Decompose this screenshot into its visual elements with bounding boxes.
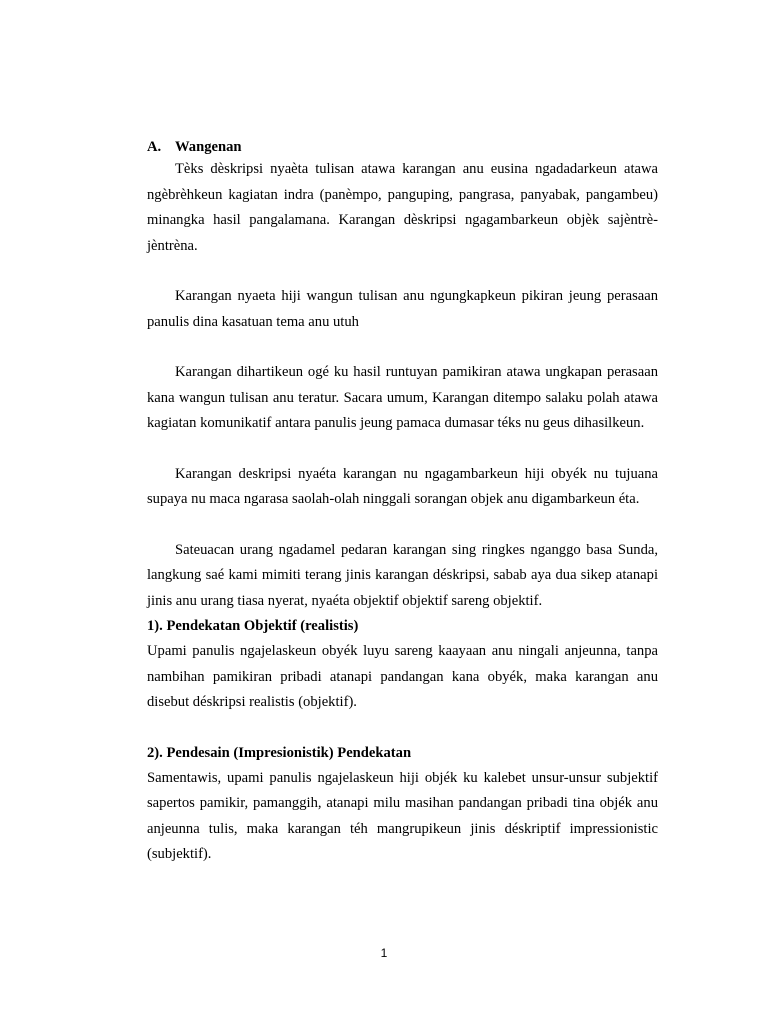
- paragraph-introduction: Sateuacan urang ngadamel pedaran karangan sing ringkes nganggo basa Sunda, langkung saé kami mimiti terang jinis karangan déskripsi, sabab aya dua sikep atanapi jinis anu urang tiasa nyerat, nyaéta objektif objektif sareng objektif.: [147, 541, 658, 609]
- page-number: 1: [380, 946, 388, 960]
- paragraph-karangan-meaning: Karangan dihartikeun ogé ku hasil runtuyan pamikiran atawa ungkapan perasaan kana wangun tulisan anu teratur. Sacara umum, Karangan ditempo salaku polah atawa kagiatan komunikatif antara panulis jeung pamaca dumasar téks nu geus dihasilkeun.: [147, 364, 658, 431]
- document-page: [147, 137, 658, 868]
- paragraph-definition: Tèks dèskripsi nyaèta tulisan atawa karangan anu eusina ngadadarkeun atawa ngèbrèhkeun kagiatan indra (panèmpo, panguping, pangrasa, panyabak, pangambeu) minangka hasil pangalamana. Karangan dèskripsi ngagambarkeun objèk sajèntrè-jèntrèna.: [147, 161, 658, 254]
- section-number: A.: [147, 139, 162, 155]
- subsection-objective-body: Upami panulis ngajelaskeun obyék luyu sareng kaayaan anu ningali anjeunna, tanpa nambihan pamikiran pribadi atanapi pandangan kana obyék, maka karangan anu disebut déskripsi realistis (objektif).: [147, 643, 658, 710]
- section-heading: [147, 137, 658, 157]
- subsection-impressionistic-title: 2). Pendesain (Impresionistik) Pendekatan: [147, 744, 412, 761]
- subsection-objective-title: 1). Pendekatan Objektif (realistis): [147, 618, 359, 634]
- subsection-impressionistic-body: Samentawis, upami panulis ngajelaskeun hiji objék ku kalebet unsur-unsur subjektif sapertos pamikir, pamanggih, atanapi milu masihan pandangan pribadi tina objék anu anjeunna tulis, maka karangan téh mangrupikeun jinis déskriptif impressionistic (subjektif).: [147, 769, 658, 862]
- paragraph-karangan-definition: Karangan nyaeta hiji wangun tulisan anu ngungkapkeun pikiran jeung perasaan panulis dina kasatuan tema anu utuh: [147, 288, 658, 330]
- paragraph-deskripsi: Karangan deskripsi nyaéta karangan nu ngagambarkeun hiji obyék nu tujuana supaya nu maca ngarasa saolah-olah ninggali sorangan objek anu digambarkeun éta.: [147, 465, 658, 507]
- section-title: Wangenan: [175, 139, 242, 155]
